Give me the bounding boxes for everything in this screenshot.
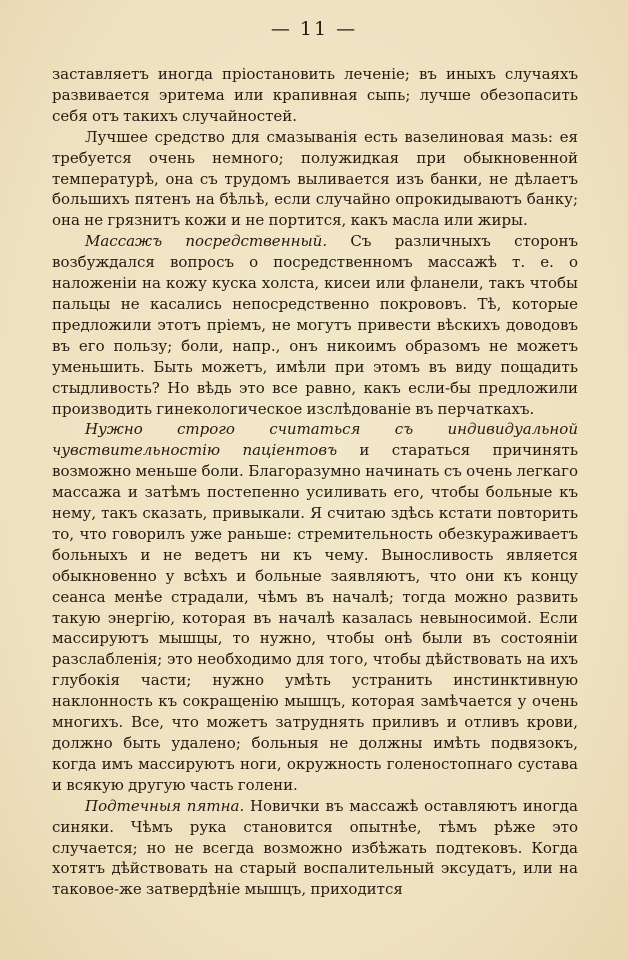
italic-heading-text: Массажъ посредственный. — [85, 232, 328, 251]
paragraph-p5 — [52, 796, 578, 901]
paragraph-p4 — [52, 419, 578, 795]
page-number: — 11 — — [270, 18, 358, 40]
paragraph-text: Съ различныхъ сторонъ возбуждался вопросъ о посредственномъ массажѣ т. е. о наложеніи на кожу куска холста, кисеи или фланели, такъ чтобы пальцы не касались непосредственно покрововъ. Тѣ, которые предложили этотъ пріемъ, не могутъ привести вѣскихъ доводовъ въ его пользу; боли, напр., онъ никоимъ образомъ не можетъ уменьшить. Быть можетъ, имѣли при этомъ въ виду пощадить стыдливость? Но вѣдь это все равно, какъ если-бы предложили производить гинекологическое изслѣдованіе въ перчаткахъ. — [52, 232, 578, 418]
paragraph-text: Лучшее средство для смазыванія есть вазелиновая мазь: ея требуется очень немного; полужидкая при обыкновенной температурѣ, она съ трудомъ выливается изъ банки, не дѣлаетъ большихъ пятенъ на бѣльѣ, если случайно опрокидываютъ банку; она не грязнитъ кожи и не портится, какъ масла или жиры. — [52, 127, 578, 230]
paragraph-p2 — [52, 127, 578, 232]
italic-heading-text: Нужно строго считаться съ индивидуальной чувствительностію паціентовъ — [52, 420, 578, 460]
paragraph-p1 — [52, 64, 578, 127]
italic-heading-text: Подтечныя пятна. — [85, 796, 245, 815]
page-body-text — [52, 64, 578, 900]
paragraph-p3 — [52, 231, 578, 419]
paragraph-text: заставляетъ иногда пріостановить леченіе; въ иныхъ случаяхъ развивается эритема или крапивная сыпь; лучше обезопасить себя отъ такихъ случайностей. — [52, 65, 578, 125]
paragraph-text: Новички въ массажѣ оставляютъ иногда синяки. Чѣмъ рука становится опытнѣе, тѣмъ рѣже это случается; но не всегда возможно избѣжать подтековъ. Когда хотятъ дѣйствовать на старый воспалительный эксудатъ, или на таковое-же затвердѣніе мышцъ, приходится — [52, 796, 578, 899]
paragraph-text: и стараться причинять возможно меньше боли. Благоразумно начинать съ очень легкаго массажа и затѣмъ постепенно усиливать его, чтобы больные къ нему, такъ сказать, привыкали. Я считаю здѣсь кстати повторить то, что говорилъ уже раньше: стремительность обезкураживаетъ больныхъ и не ведетъ ни къ чему. Выносливость является обыкновенно у всѣхъ и больные заявляютъ, что они къ концу сеанса менѣе страдали, чѣмъ въ началѣ; тогда можно развить такую энергію, которая въ началѣ казалась невыносимой. Если массируютъ мышцы, то нужно, чтобы онѣ были въ состояніи разслабленія; это необходимо для того, чтобы дѣйствовать на ихъ глубокія части; нужно умѣть устранить инстинктивную наклонность къ сокращенію мышцъ, которая замѣчается у очень многихъ. Все, что можетъ затруднять приливъ и отливъ крови, должно быть удалено; больныя не должны имѣть подвязокъ, когда имъ массируютъ ноги, окружность голеностопнаго сустава и всякую другую часть голени. — [52, 441, 578, 794]
